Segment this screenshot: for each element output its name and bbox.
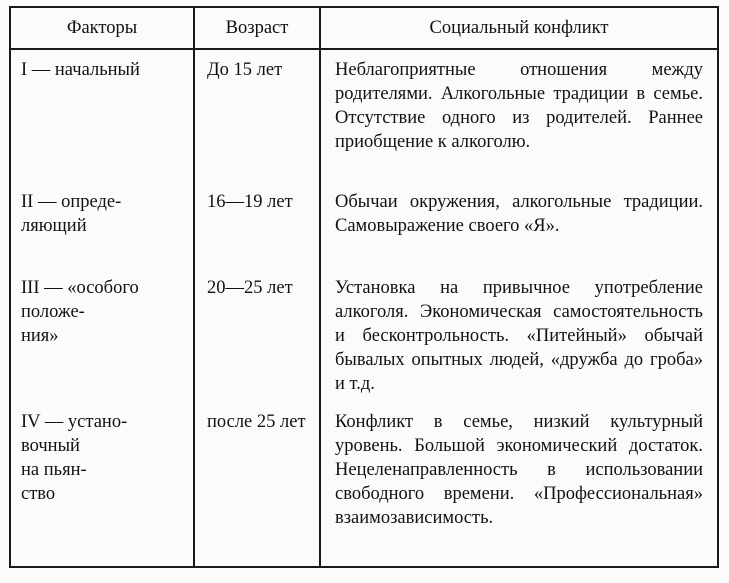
factor-line: ство — [21, 484, 56, 504]
factors-table — [9, 6, 719, 568]
factor-line: ния» — [21, 326, 59, 346]
factor-cell — [10, 182, 194, 268]
conflict-cell: Неблагоприятные отношения между родителями. Алкогольные традиции в семье. Отсутствие одного из родителей. Раннее приобщение к алкоголю. — [320, 49, 718, 182]
factor-line: III — «особого — [21, 278, 139, 298]
table-row — [10, 402, 718, 567]
factor-line: I — начальный — [21, 60, 140, 80]
age-cell: До 15 лет — [194, 49, 320, 182]
conflict-cell: Конфликт в семье, низкий культурный уровень. Большой экономический достаток. Нецеленаправленность в использовании свободного времени. «Профессиональная» взаимозависимость. — [320, 402, 718, 567]
factor-line: IV — устано- — [21, 412, 128, 432]
age-cell: после 25 лет — [194, 402, 320, 567]
header-factors: Факторы — [10, 7, 194, 49]
factor-line: положе- — [21, 302, 85, 322]
table-header-row — [10, 7, 718, 49]
factor-line: II — опреде- — [21, 192, 122, 212]
factor-line: ляющий — [21, 216, 87, 236]
table-row — [10, 49, 718, 182]
conflict-cell: Установка на привычное употребление алкоголя. Экономическая самостоятельность и бесконтрольность. «Питейный» обычай бывалых опытных людей, «дружба до гроба» и т.д. — [320, 268, 718, 402]
factor-cell — [10, 402, 194, 567]
factor-cell — [10, 268, 194, 402]
factor-cell — [10, 49, 194, 182]
age-cell: 16—19 лет — [194, 182, 320, 268]
header-age: Возраст — [194, 7, 320, 49]
table-row — [10, 268, 718, 402]
header-social-conflict: Социальный конфликт — [320, 7, 718, 49]
age-cell: 20—25 лет — [194, 268, 320, 402]
table-row — [10, 182, 718, 268]
factor-line: на пьян- — [21, 460, 87, 480]
conflict-cell: Обычаи окружения, алкогольные традиции. Самовыражение своего «Я». — [320, 182, 718, 268]
factor-line: вочный — [21, 436, 80, 456]
